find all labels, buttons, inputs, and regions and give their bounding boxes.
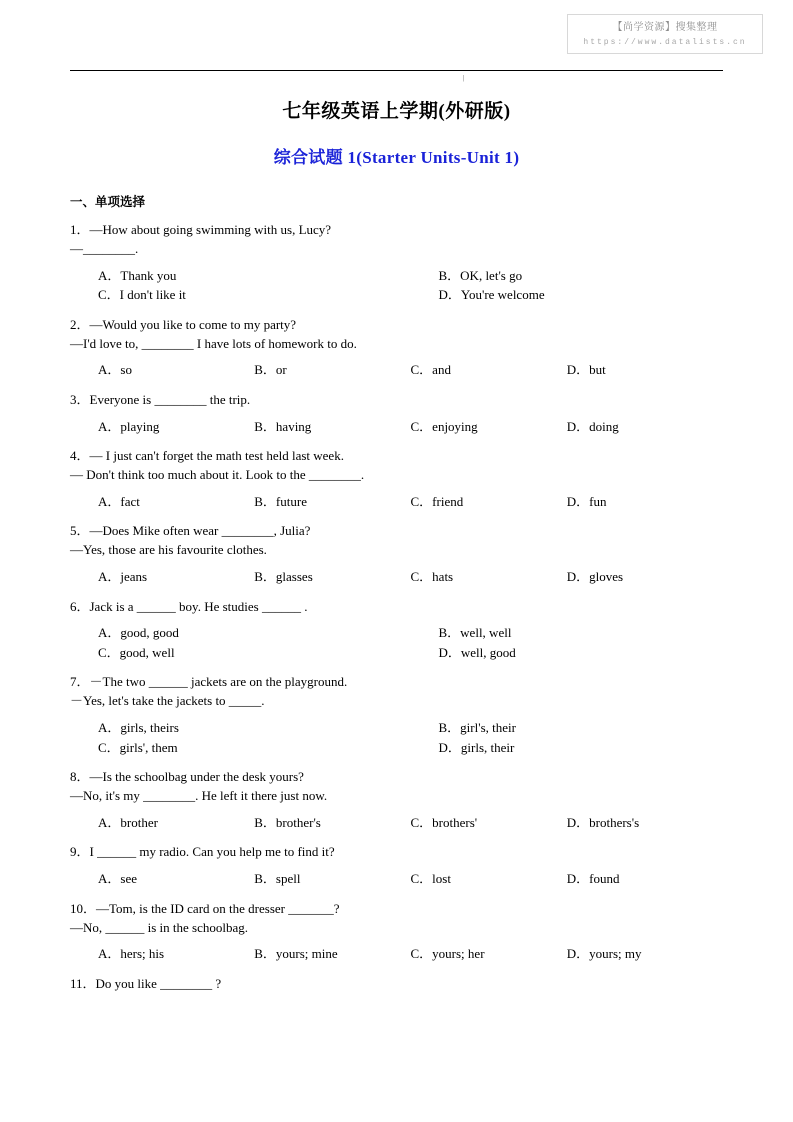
question-item [70,598,723,663]
document-body [70,82,723,994]
option-b[interactable]: B．yours; mine [254,946,338,962]
question-item [70,768,723,832]
question-item [70,673,723,757]
question-stem: —I'd love to, ________ I have lots of homework to do. [70,335,357,351]
option-list [98,567,723,587]
option-list [98,417,723,437]
option-d[interactable]: D．gloves [566,569,624,585]
option-d[interactable]: D．but [566,362,606,378]
question-stem: 3．Everyone is ________ the trip. [70,391,251,407]
question-item [70,391,723,436]
option-c[interactable]: C．yours; her [410,946,485,962]
option-b[interactable]: B．having [254,418,312,434]
option-d[interactable]: D．You're welcome [438,287,545,303]
option-c[interactable]: C．girls', them [98,739,178,755]
option-d[interactable]: D．yours; my [566,946,642,962]
question-stem: 7．－The two ______ jackets are on the playground. [70,674,348,690]
question-item [70,975,723,994]
option-a[interactable]: A．Thank you [98,267,177,283]
question-stem: 10．—Tom, is the ID card on the dresser _______? [70,900,340,916]
watermark-line-1: 【尚学资源】搜集整理 [612,22,718,33]
option-list [98,360,723,380]
question-stem: — Don't think too much about it. Look to the ________. [70,467,365,483]
question-item [70,522,723,586]
question-stem: 11．Do you like ________ ? [70,975,222,991]
question-stem: 2．—Would you like to come to my party? [70,316,297,332]
question-stem: —________. [70,240,139,256]
option-list [98,869,723,889]
option-d[interactable]: D．fun [566,493,607,509]
option-c[interactable]: C．lost [410,871,451,887]
watermark-line-2: https://www.datalists.cn [583,38,747,47]
option-b[interactable]: B．future [254,493,307,509]
question-stem: —No, it's my ________. He left it there just now. [70,787,328,803]
question-item [70,316,723,380]
section-heading: 一、单项选择 [70,195,146,209]
option-b[interactable]: B．or [254,362,287,378]
option-b[interactable]: B．brother's [254,814,321,830]
question-stem: 8．—Is the schoolbag under the desk yours? [70,769,304,785]
option-list [98,813,723,833]
option-a[interactable]: A．fact [98,493,140,509]
option-a[interactable]: A．hers; his [98,946,165,962]
option-d[interactable]: D．well, good [438,644,516,660]
option-c[interactable]: C．friend [410,493,464,509]
option-list [98,944,723,964]
option-a[interactable]: A．jeans [98,569,148,585]
question-item [70,900,723,964]
option-list [98,492,723,512]
question-stem: －Yes, let's take the jackets to _____. [70,693,265,709]
option-c[interactable]: C．hats [410,569,454,585]
question-stem: 9．I ______ my radio. Can you help me to find it? [70,844,335,860]
watermark-badge [567,14,763,54]
question-stem: 5．—Does Mike often wear ________, Julia? [70,523,311,539]
option-a[interactable]: A．brother [98,814,158,830]
question-stem: —No, ______ is in the schoolbag. [70,919,249,935]
option-a[interactable]: A．see [98,871,137,887]
question-item [70,447,723,511]
option-b[interactable]: B．OK, let's go [438,267,523,283]
option-d[interactable]: D．found [566,871,620,887]
option-b[interactable]: B．glasses [254,569,313,585]
header-divider [70,70,723,71]
option-c[interactable]: C．good, well [98,644,175,660]
option-c[interactable]: C．and [410,362,451,378]
option-d[interactable]: D．doing [566,418,619,434]
option-b[interactable]: B．well, well [438,625,512,641]
option-a[interactable]: A．good, good [98,625,179,641]
question-item [70,221,723,305]
option-d[interactable]: D．brothers's [566,814,640,830]
question-stem: 1．—How about going swimming with us, Lucy? [70,222,332,237]
option-a[interactable]: A．so [98,362,132,378]
option-a[interactable]: A．girls, theirs [98,720,179,736]
option-b[interactable]: B．girl's, their [438,720,516,736]
page-tick-mark: | [463,74,465,82]
question-stem: —Yes, those are his favourite clothes. [70,542,267,558]
option-c[interactable]: C．I don't like it [98,287,186,303]
option-list [98,718,723,757]
option-list [98,623,723,662]
option-c[interactable]: C．brothers' [410,814,478,830]
page-subtitle: 综合试题 1(Starter Units-Unit 1) [273,148,520,167]
question-item [70,843,723,888]
option-d[interactable]: D．girls, their [438,739,515,755]
option-b[interactable]: B．spell [254,871,301,887]
option-c[interactable]: C．enjoying [410,418,478,434]
option-list [98,266,723,305]
question-stem: 6．Jack is a ______ boy. He studies ______ . [70,598,308,614]
page-title: 七年级英语上学期(外研版) [282,101,511,122]
option-a[interactable]: A．playing [98,418,160,434]
question-stem: 4．— I just can't forget the math test held last week. [70,448,344,464]
